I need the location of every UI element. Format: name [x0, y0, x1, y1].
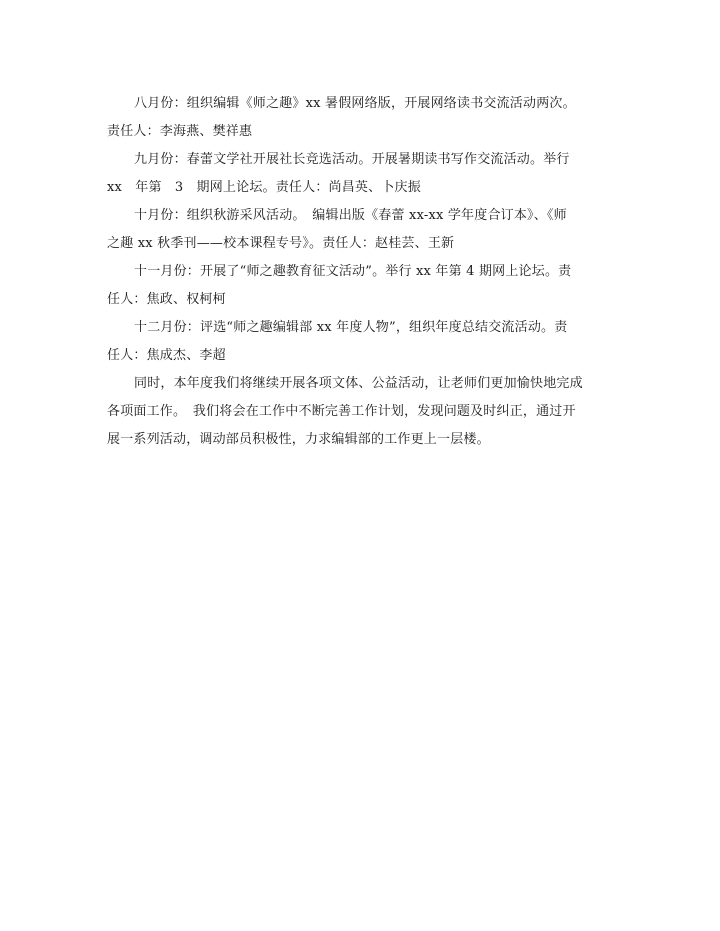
paragraph-october-line-2: 之趣 xx 秋季刊——校本课程专号》。责任人：赵桂芸、王新: [107, 236, 455, 251]
paragraph-november-line-2: 任人：焦政、权柯柯: [107, 292, 226, 307]
paragraph-august-line-1: 八月份：组织编辑《师之趣》xx 暑假网络版，开展网络读书交流活动两次。: [134, 96, 576, 111]
paragraph-summary-line-2: 各项面工作。 我们将会在工作中不断完善工作计划，发现问题及时纠正，通过开: [107, 404, 576, 419]
paragraph-december-line-2: 任人：焦成杰、李超: [107, 348, 226, 363]
paragraph-summary-line-1: 同时，本年度我们将继续开展各项文体、公益活动，让老师们更加愉快地完成: [134, 376, 583, 391]
paragraph-october-line-1: 十月份：组织秋游采风活动。 编辑出版《春蕾 xx-xx 学年度合订本》、《师: [134, 208, 567, 223]
paragraph-september-line-2: xx 年第 3 期网上论坛。责任人：尚昌英、卜庆振: [107, 180, 421, 195]
paragraph-august-line-2: 责任人：李海燕、樊祥惠: [107, 124, 253, 139]
paragraph-summary-line-3: 展一系列活动，调动部员积极性，力求编辑部的工作更上一层楼。: [107, 432, 490, 447]
paragraph-november-line-1: 十一月份：开展了“师之趣教育征文活动”。举行 xx 年第 4 期网上论坛。责: [134, 264, 572, 279]
document-body: [107, 90, 615, 454]
paragraph-december-line-1: 十二月份：评选“师之趣编辑部 xx 年度人物”，组织年度总结交流活动。责: [134, 320, 568, 335]
paragraph-september-line-1: 九月份：春蕾文学社开展社长竞选活动。开展暑期读书写作交流活动。举行: [134, 152, 570, 167]
